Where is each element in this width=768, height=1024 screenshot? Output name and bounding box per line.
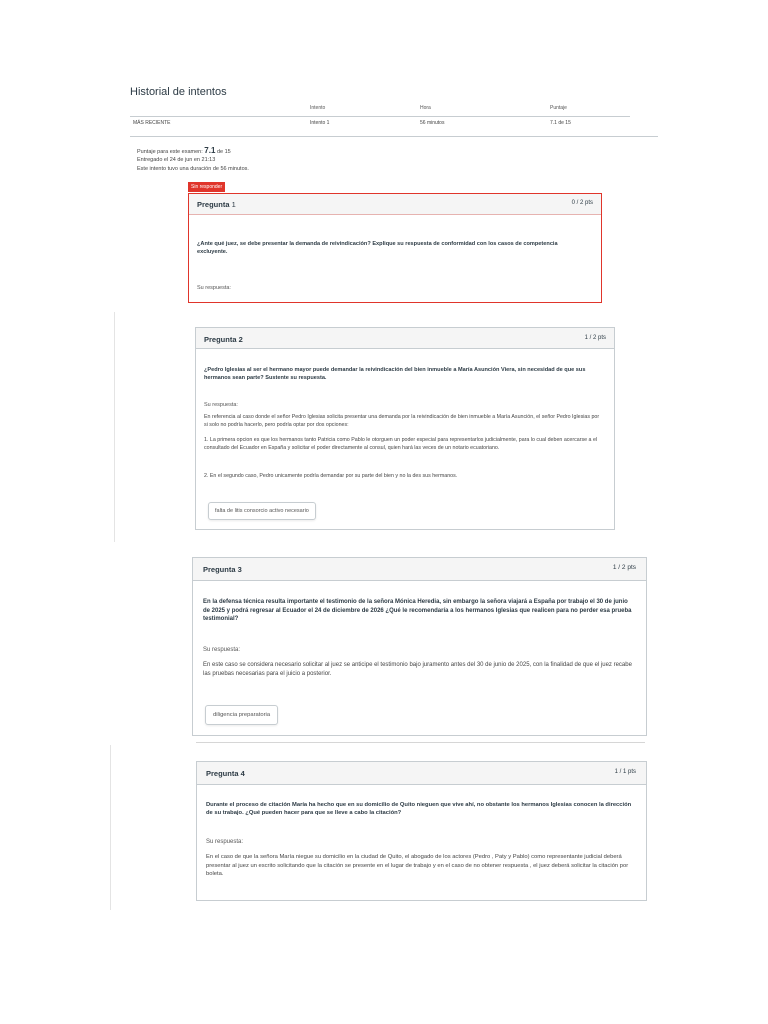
page-edge-line xyxy=(114,312,115,542)
score-summary xyxy=(137,146,231,155)
question-title: Pregunta 4 xyxy=(206,769,245,778)
page-edge-line xyxy=(110,745,111,910)
table-divider xyxy=(130,136,658,137)
question-points: 1 / 1 pts xyxy=(614,769,636,775)
answer-paragraph: 2. En el segundo caso, Pedro unicamente podría demandar por su parte del bien y no la des sus hermanos. xyxy=(204,473,458,479)
question-points: 0 / 2 pts xyxy=(571,200,593,206)
col-header-score: Puntaje xyxy=(550,105,567,111)
score-prefix: Puntaje para este examen: xyxy=(137,149,203,155)
attempt-score: 7.1 de 15 xyxy=(550,120,571,126)
row-label-latest: MÁS RECIENTE xyxy=(133,120,171,126)
attempt-duration: Este intento tuvo una duración de 56 minutos. xyxy=(137,166,249,172)
question-header xyxy=(196,328,614,349)
page-title: Historial de intentos xyxy=(130,86,227,98)
question-4 xyxy=(196,761,647,901)
col-header-time: Hora xyxy=(420,105,431,111)
question-header xyxy=(189,194,601,215)
question-3 xyxy=(192,557,647,736)
question-text: En la defensa técnica resulta importante el testimonio de la señora Mónica Heredia, sin embargo la señora viajará a España por trabajo el 30 de junio de 2025 y podrá regresar al Ecuador el 24 de diciembre de 2026 ¿Qué le recomendaría a los hermanos Iglesias que realicen para no perder esa prueba testimonial? xyxy=(203,599,632,623)
unanswered-flag: Sin responder xyxy=(188,182,225,192)
question-text: ¿Pedro Iglesias al ser el hermano mayor puede demandar la reivindicación del bien inmueble a María Asunción Viera, sin necesidad de que sus hermanos sean parte? Sustente su respuesta. xyxy=(204,367,586,382)
question-header xyxy=(193,558,646,581)
section-divider xyxy=(196,742,645,743)
question-1 xyxy=(188,193,602,303)
question-text: Durante el proceso de citación María ha hecho que en su domicilio de Quito nieguen que vive ahí, no obstante los hermanos Iglesias conocen la dirección de su trabajo. ¿Qué pueden hacer para que se lleve a cabo la citación? xyxy=(206,802,632,817)
score-suffix: de 15 xyxy=(216,149,231,155)
question-text: ¿Ante qué juez, se debe presentar la demanda de reivindicación? Explique su respuesta de conformidad con los casos de competencia excluyente. xyxy=(197,241,558,256)
answer-label: Su respuesta: xyxy=(197,285,231,291)
question-title: Pregunta 3 xyxy=(203,565,242,574)
col-header-attempt: Intento xyxy=(310,105,326,111)
grader-comment: diligencia preparatoria xyxy=(205,705,278,725)
answer-label: Su respuesta: xyxy=(206,839,244,845)
question-title: Pregunta 2 xyxy=(204,335,243,344)
question-points: 1 / 2 pts xyxy=(612,564,636,571)
score-value: 7.1 xyxy=(204,146,216,155)
attempt-time: 56 minutos xyxy=(420,120,445,126)
question-title: Pregunta 1 xyxy=(197,200,236,209)
question-header xyxy=(197,762,646,785)
attempt-link[interactable]: Intento 1 xyxy=(310,120,330,126)
answer-label: Su respuesta: xyxy=(203,647,241,653)
answer-paragraph: En referencia al caso donde el señor Pedro Iglesias solicita presentar una demanda por la reivindicación de bien inmueble a María Asunción, el señor Pedro Iglesias por si solo no podría hacerlo, pero podría optar por dos opciones: xyxy=(204,414,600,428)
submitted-date: Entregado el 24 de jun en 21:13 xyxy=(137,157,216,163)
question-2 xyxy=(195,327,615,530)
grader-comment: falta de litis consorcio activo necesario xyxy=(208,502,316,520)
answer-paragraph: 1. La primera opcion es que los hermanos tanto Patricia como Pablo le otorguen un poder especial para representarlos judicialmente, para lo cual deben acercarse a el consultado del Ecuador en España y solicitar el poder directamente al consul, quien hará las veces de un notario ecuatoriano. xyxy=(204,437,598,451)
table-divider xyxy=(130,116,630,117)
question-points: 1 / 2 pts xyxy=(584,335,606,341)
answer-paragraph: En este caso se considera necesario solicitar al juez se anticipe el testimonio bajo juramento antes del 30 de junio de 2025, con la finalidad de que el juez recabe las pruebas necesarias para el juicio a posterior. xyxy=(203,662,632,677)
answer-paragraph: En el caso de que la señora María niegue su domicilio en la ciudad de Quito, el abogado de los actores (Pedro , Paty y Pablo) como representante judicial deberá presentar al juez un escrito solicitando que la citación se presente en el lugar de trabajo y en el caso de no obtener respuesta , el juez deberá solicitar la citación por boleta. xyxy=(206,854,629,878)
answer-label: Su respuesta: xyxy=(204,402,238,408)
